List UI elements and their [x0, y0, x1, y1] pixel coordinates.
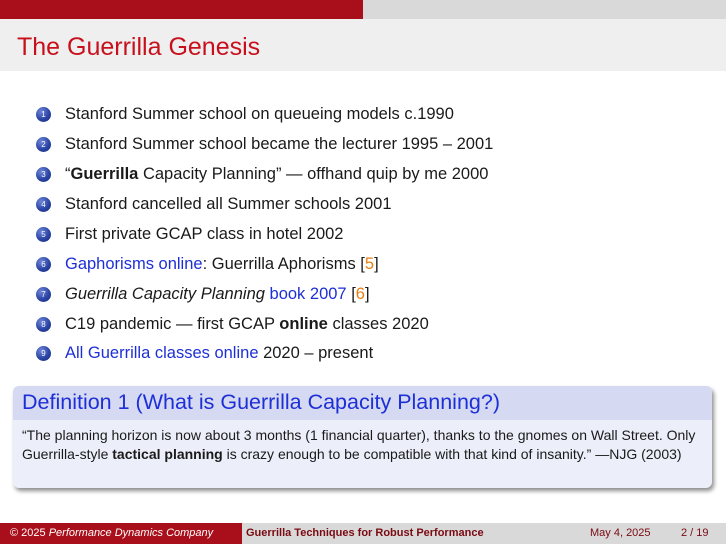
item-text-end: ] [374, 255, 379, 273]
item-text-mid: : Guerrilla Aphorisms [ [202, 255, 365, 273]
list-item-text [65, 164, 488, 184]
numbered-bullet-icon: 9 [36, 346, 51, 361]
list-item-text [65, 224, 344, 244]
definition-body [22, 426, 706, 464]
footer-page-number: 2 / 19 [681, 527, 709, 539]
definition-title: Definition 1 (What is Guerrilla Capacity Planning?) [22, 390, 500, 414]
footer-talk-title: Guerrilla Techniques for Robust Performance [246, 527, 484, 539]
footer-date: May 4, 2025 [590, 527, 651, 539]
list-item-text [65, 284, 370, 304]
header-bar-right [363, 0, 726, 19]
numbered-bullet-icon: 3 [36, 167, 51, 182]
item-text-pre: “ [65, 165, 71, 183]
item-text-post: 2020 – present [258, 344, 374, 362]
definition-text-post: is crazy enough to be compatible with that kind of insanity.” —NJG (2003) [222, 446, 682, 462]
list-item [36, 254, 716, 280]
book-link[interactable]: book 2007 [269, 285, 347, 303]
numbered-bullet-icon: 1 [36, 107, 51, 122]
numbered-bullet-icon: 4 [36, 197, 51, 212]
numbered-bullet-icon: 5 [36, 227, 51, 242]
list-item-text [65, 314, 429, 334]
citation-link-6[interactable]: 6 [355, 285, 365, 303]
list-item [36, 194, 716, 220]
definition-text-pre: “The planning horizon is now about 3 months (1 financial quarter), thanks to the gnomes on Wall Street. Only Guerrilla-style [22, 427, 696, 462]
list-item-text [65, 194, 392, 214]
footer-copyright [10, 527, 213, 539]
list-item [36, 104, 716, 130]
list-item [36, 343, 716, 369]
numbered-bullet-icon: 6 [36, 257, 51, 272]
book-title-italic: Guerrilla Capacity Planning [65, 285, 265, 303]
definition-text-bold: tactical planning [112, 446, 223, 462]
item-text-mid: [ [346, 285, 356, 303]
numbered-bullet-icon: 2 [36, 137, 51, 152]
list-item [36, 284, 716, 310]
numbered-bullet-icon: 7 [36, 287, 51, 302]
online-classes-link[interactable]: All Guerrilla classes online [65, 344, 259, 362]
gaphorisms-link[interactable]: Gaphorisms online [65, 255, 203, 273]
list-item [36, 164, 716, 190]
item-text: Stanford Summer school became the lecturer 1995 – 2001 [65, 135, 494, 153]
item-text-bold: online [279, 315, 328, 333]
slide-title: The Guerrilla Genesis [17, 33, 261, 61]
footer-company: Performance Dynamics Company [48, 527, 214, 539]
numbered-bullet-icon: 8 [36, 317, 51, 332]
item-text-bold: Guerrilla [70, 165, 139, 183]
list-item-text [65, 254, 379, 274]
list-item-text [65, 104, 454, 124]
list-item [36, 224, 716, 250]
header-bar-left [0, 0, 363, 19]
list-item [36, 314, 716, 340]
item-text-end: ] [364, 285, 370, 303]
item-text-pre: C19 pandemic — first GCAP [65, 315, 280, 333]
item-text: First private GCAP class in hotel 2002 [65, 225, 344, 243]
definition-block [13, 386, 712, 488]
list-item-text [65, 343, 373, 363]
item-text: Stanford cancelled all Summer schools 2001 [65, 195, 392, 213]
item-text-post: classes 2020 [327, 315, 429, 333]
list-item-text [65, 134, 493, 154]
definition-header [13, 386, 712, 420]
list-item [36, 134, 716, 160]
citation-link-5[interactable]: 5 [364, 255, 375, 273]
item-text: Stanford Summer school on queueing models c.1990 [65, 105, 454, 123]
item-text-post: Capacity Planning” — offhand quip by me 2000 [138, 165, 489, 183]
footer-copyright-symbol: © 2025 [10, 527, 49, 539]
